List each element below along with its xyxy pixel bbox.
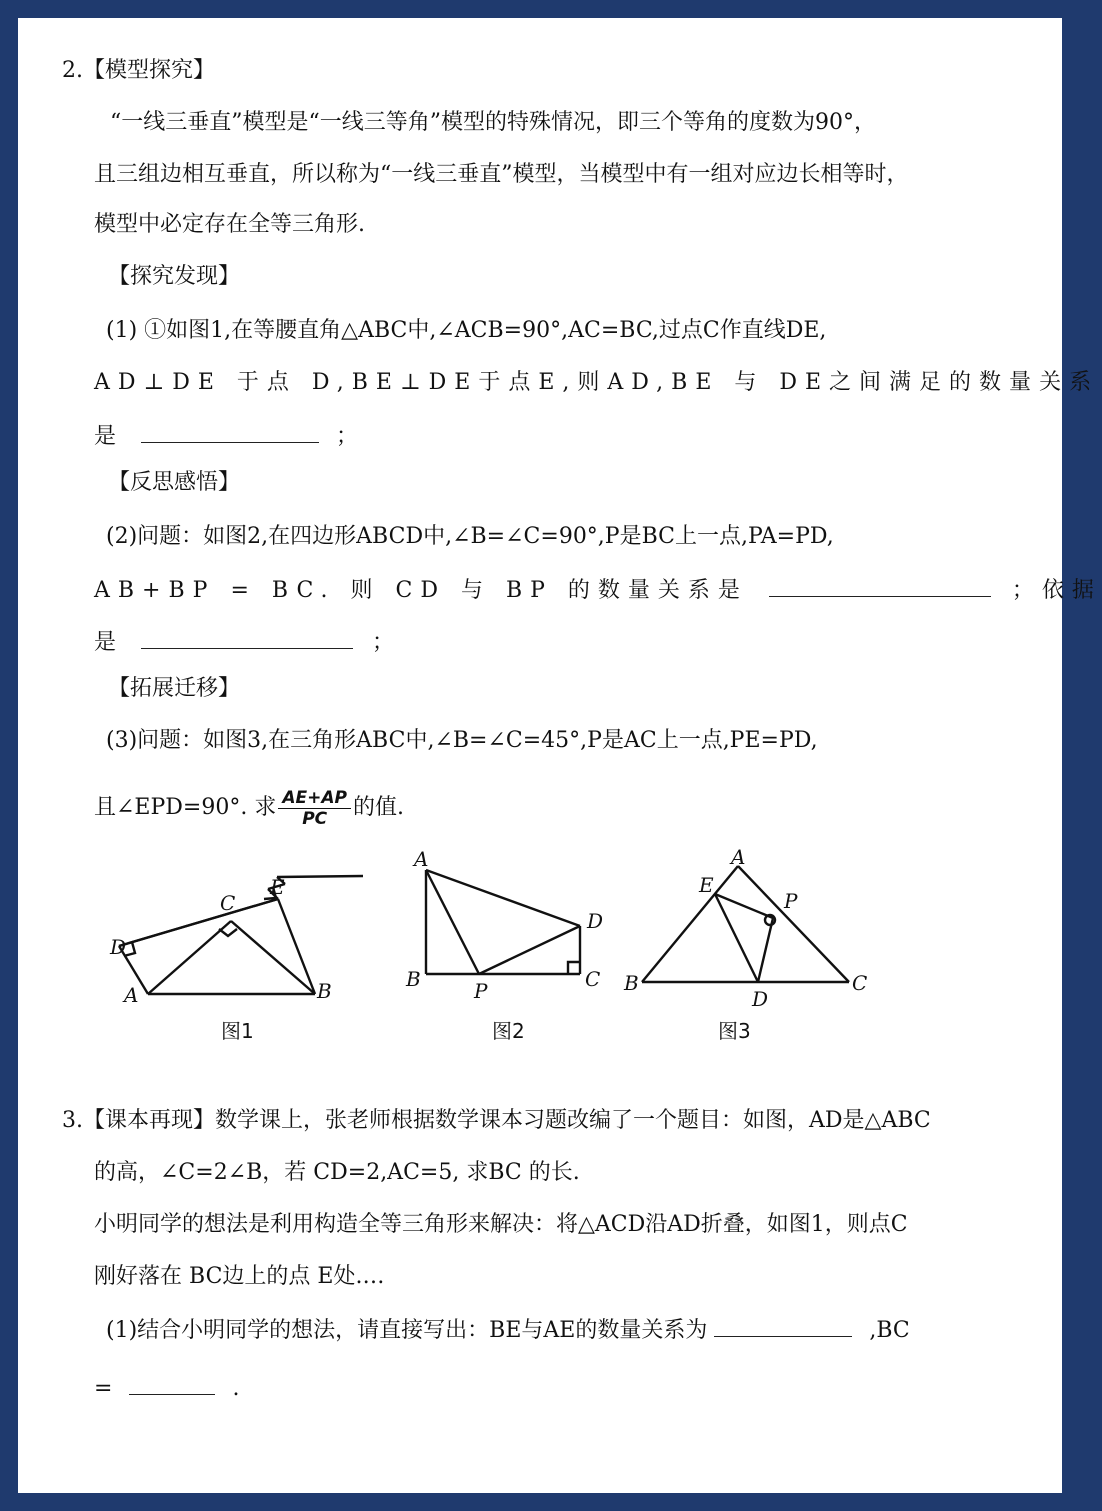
q2-intro-line3: 模型中必定存在全等三角形.	[94, 212, 365, 237]
q3-part1-text: (1)结合小明同学的想法，请直接写出：BE与AE的数量关系为	[106, 1318, 708, 1343]
q2-intro-line2: 且三组边相互垂直，所以称为“一线三垂直”模型，当模型中有一组对应边长相等时，	[94, 162, 909, 187]
q2-part3-text: 且∠EPD=90°. 求	[94, 795, 277, 820]
q2-part2-basis-prefix: 是	[94, 630, 117, 655]
figure-1-diagram	[119, 876, 363, 994]
fig1-label-C: C	[220, 891, 236, 915]
section-reflect: 【反思感悟】	[108, 470, 241, 495]
q3-part1-bc-label: ,BC	[869, 1318, 910, 1343]
q2-heading: 2.【模型探究】	[62, 58, 215, 83]
q3-line2: 的高，∠C=2∠B，若 CD=2,AC=5, 求BC 的长.	[94, 1160, 580, 1185]
figure-2-diagram	[426, 870, 580, 974]
q3-line5	[106, 1314, 910, 1346]
q2-part2-line3	[94, 626, 394, 658]
q2-part1-answer-prefix: 是	[94, 424, 117, 449]
q2-part2-line1: (2)问题：如图2,在四边形ABCD中,∠B=∠C=90°,P是BC上一点,PA=PD,	[106, 524, 834, 549]
fig1-label-E: E	[270, 875, 285, 899]
q2-part1-line1: (1) ①如图1,在等腰直角△ABC中,∠ACB=90°,AC=BC,过点C作直线DE,	[106, 318, 827, 343]
q3-line3: 小明同学的想法是利用构造全等三角形来解决：将△ACD沿AD折叠，如图1，则点C	[94, 1212, 908, 1237]
q3-heading: 3.【课本再现】数学课上，张老师根据数学课本习题改编了一个题目：如图，AD是△ABC	[62, 1108, 931, 1133]
figures-svg	[98, 836, 878, 1056]
fig1-label-A: A	[124, 983, 139, 1007]
fraction-denominator: PC	[302, 808, 328, 829]
fig2-caption: 图2	[492, 1019, 525, 1043]
q2-part3-line1: (3)问题：如图3,在三角形ABC中,∠B=∠C=45°,P是AC上一点,PE=PD,	[106, 728, 818, 753]
fig2-label-A: A	[414, 847, 429, 871]
section-extend: 【拓展迁移】	[108, 676, 241, 701]
fig3-label-E: E	[699, 873, 714, 897]
fig2-label-D: D	[587, 909, 604, 933]
q3-line4: 刚好落在 BC边上的点 E处.…	[94, 1264, 385, 1289]
section-explore: 【探究发现】	[108, 264, 241, 289]
fig2-label-B: B	[406, 967, 421, 991]
q2-part2-basis-label: ；依据	[1011, 578, 1102, 603]
q2-part2-basis-blank[interactable]	[141, 626, 353, 649]
q2-part2-line2-text: AB+BP = BC. 则 CD 与 BP 的数量关系是	[94, 578, 748, 603]
q2-part1-line2: AD⊥DE 于点 D,BE⊥DE于点E,则AD,BE 与 DE之间满足的数量关系	[94, 370, 1100, 395]
q3-equals: =	[94, 1376, 113, 1401]
fig3-label-D: D	[752, 987, 769, 1011]
fig1-label-B: B	[317, 979, 332, 1003]
fig2-label-P: P	[474, 979, 488, 1003]
fig1-caption: 图1	[221, 1019, 254, 1043]
fig3-label-A: A	[731, 845, 746, 869]
figures-row	[98, 836, 878, 1056]
q3-period: .	[232, 1376, 240, 1401]
fraction-numerator: AE+AP	[278, 788, 351, 809]
q2-part2-basis-suffix: ；	[372, 630, 395, 655]
q3-line6	[94, 1372, 239, 1404]
q2-part1-answer-suffix: ；	[336, 424, 359, 449]
fig3-caption: 图3	[718, 1019, 751, 1043]
fig1-label-D: D	[110, 935, 127, 959]
q3-bc-blank[interactable]	[129, 1372, 215, 1395]
fig3-label-C: C	[852, 971, 868, 995]
fig3-label-B: B	[624, 971, 639, 995]
fig2-label-C: C	[585, 967, 601, 991]
q2-part3-fraction	[278, 788, 351, 829]
q2-part2-relation-blank[interactable]	[769, 574, 991, 597]
fig3-label-P: P	[784, 889, 798, 913]
q2-part1-answer-blank[interactable]	[141, 420, 319, 443]
q2-intro-line1: “一线三垂直”模型是“一线三等角”模型的特殊情况，即三个等角的度数为90°，	[110, 110, 876, 135]
worksheet-page	[18, 18, 1102, 1493]
q2-part1-line3	[94, 420, 358, 452]
q3-relation-blank[interactable]	[714, 1314, 852, 1337]
q2-part2-line2	[94, 574, 1102, 606]
q2-part3-line2	[94, 786, 404, 830]
q2-part3-text-end: 的值.	[353, 795, 404, 820]
figure-3-diagram	[642, 866, 849, 982]
